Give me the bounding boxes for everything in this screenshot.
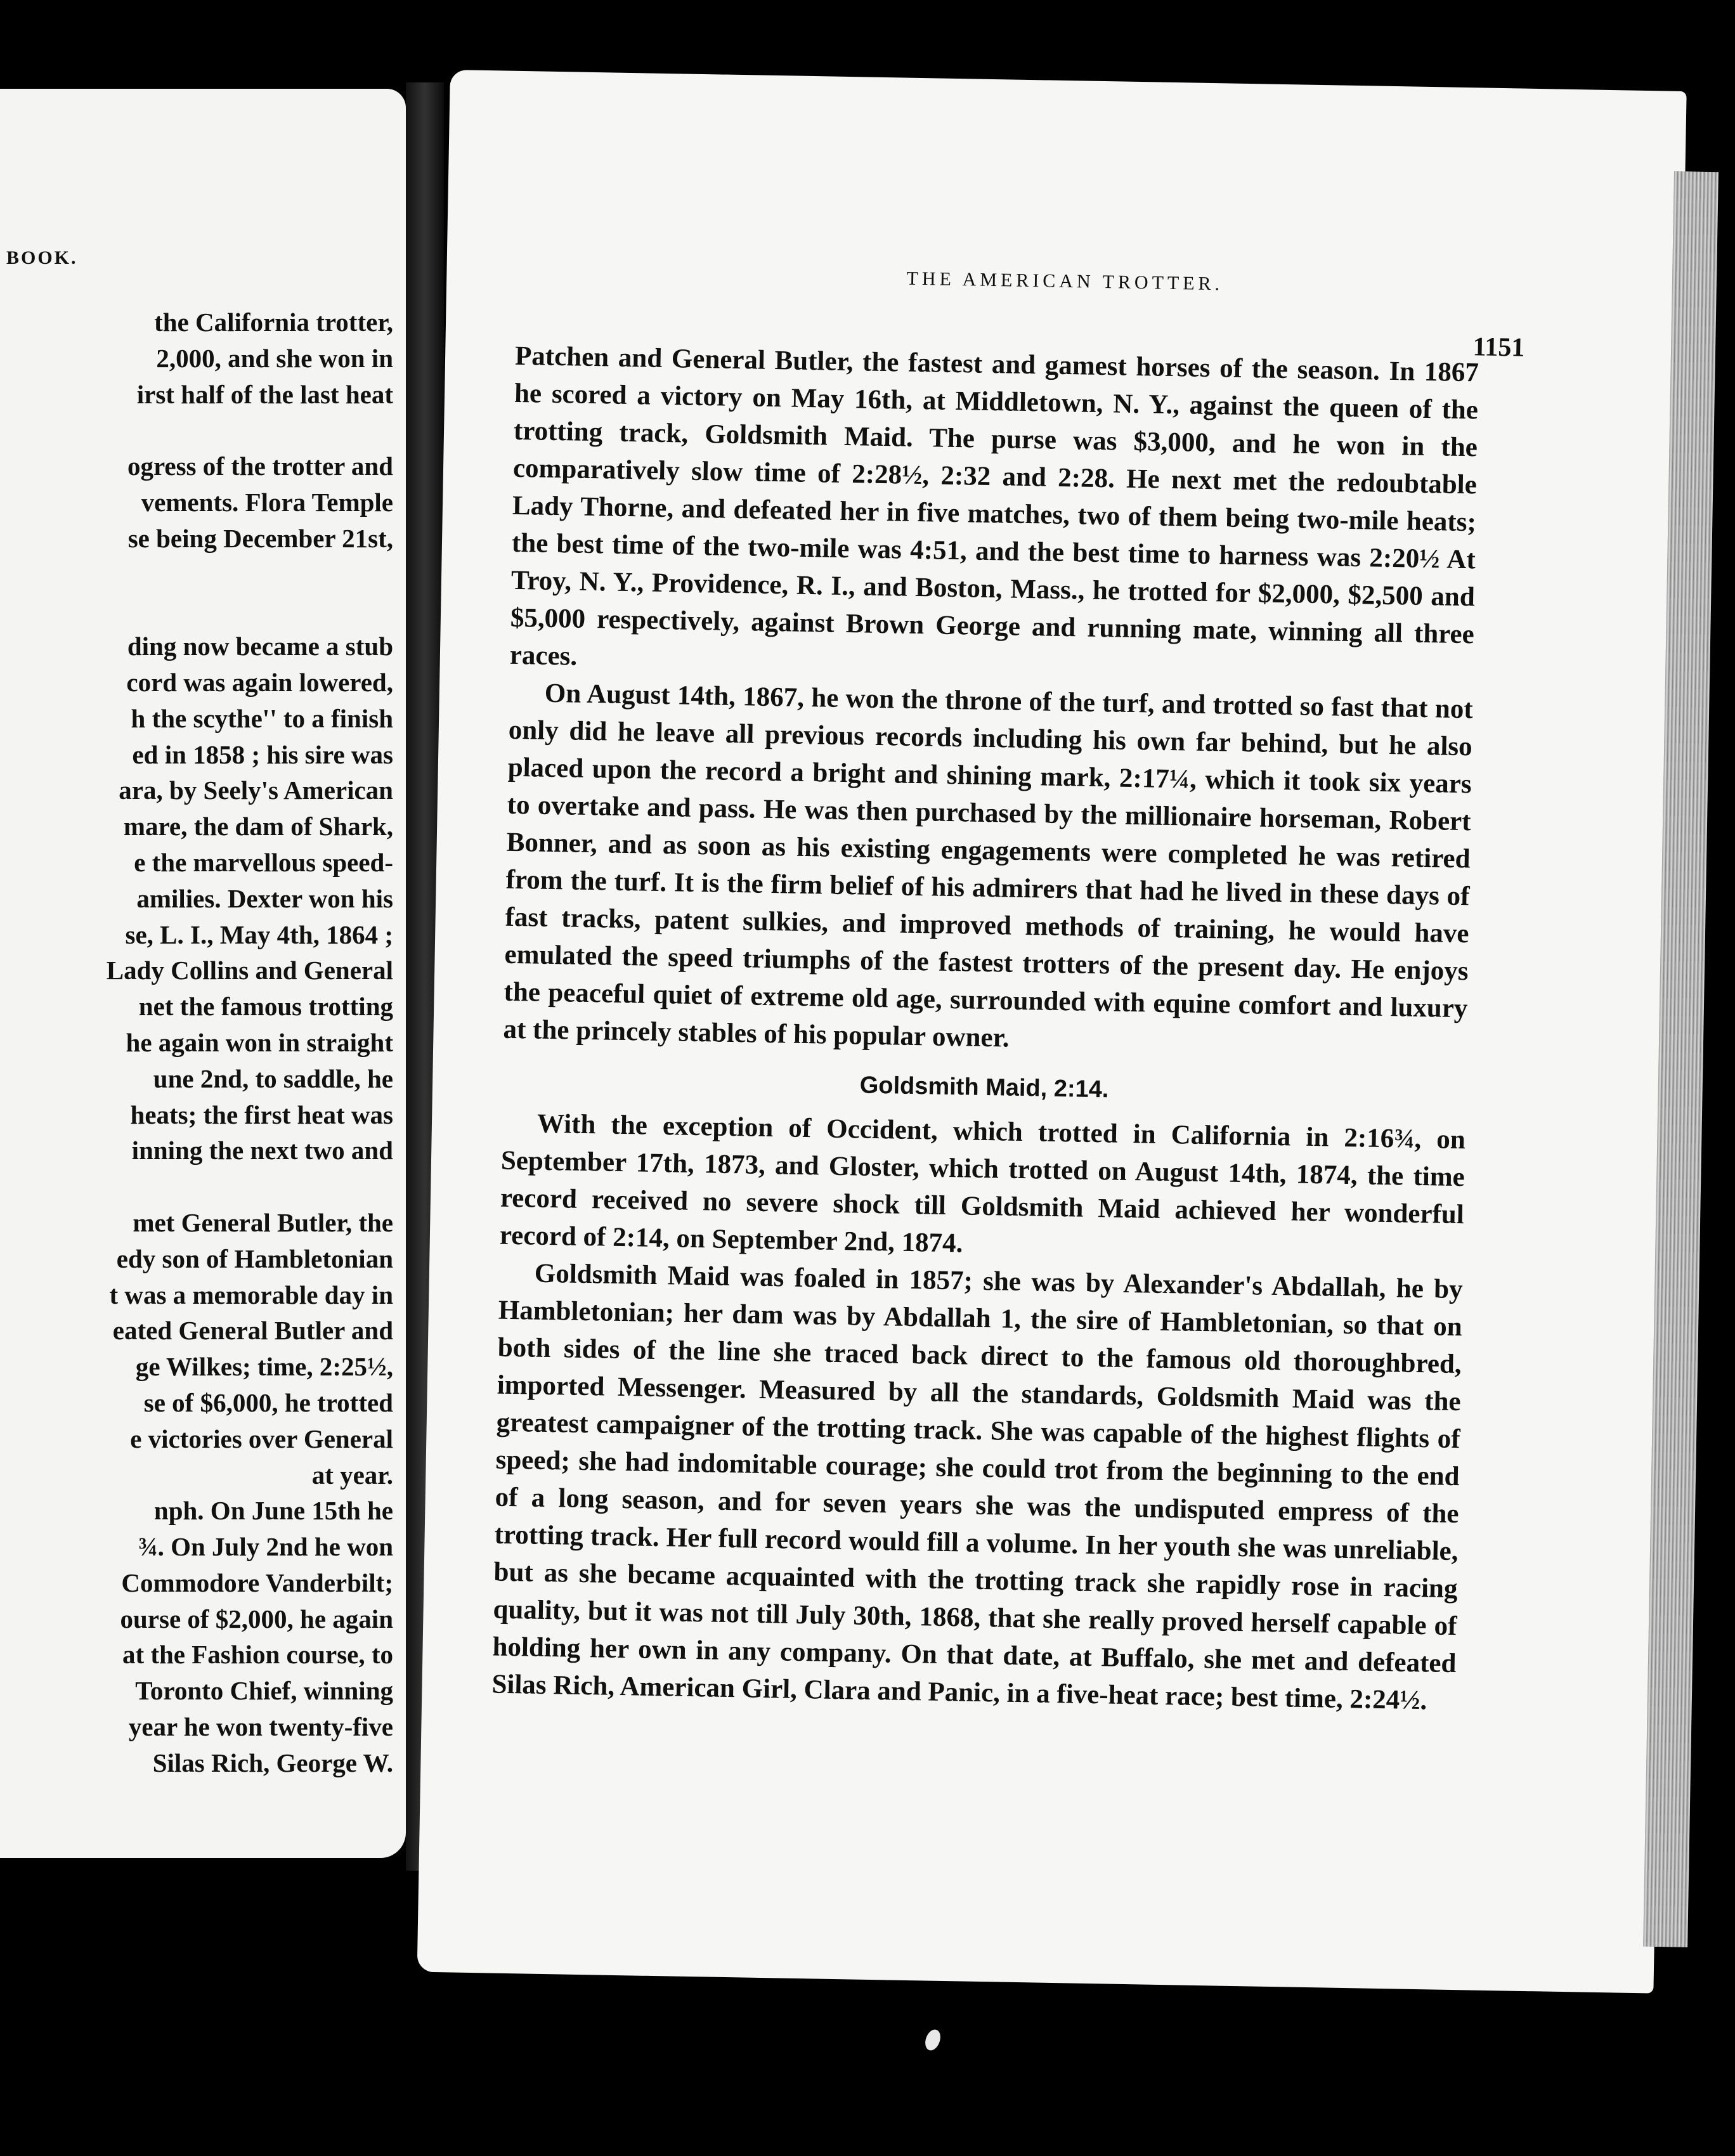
page-content [491, 337, 1479, 1720]
left-page-line: Silas Rich, George W. [152, 1748, 393, 1777]
left-page-line: ding now became a stub [127, 632, 393, 661]
left-page-line: Commodore Vanderbilt; [121, 1568, 393, 1597]
left-page-line: eated General Butler and [112, 1316, 393, 1346]
left-page-line: se being December 21st, [127, 523, 393, 553]
left-page-line: t was a memorable day in [109, 1280, 393, 1309]
left-page-line: nph. On June 15th he [153, 1496, 393, 1526]
left-page-line [0, 557, 393, 593]
left-page-line [0, 1169, 393, 1205]
left-page-line: heats; the first heat was [130, 1100, 393, 1129]
paragraph-2: On August 14th, 1867, he won the throne of the turf, and trotted so fast that not only did he leave all previous records including his own far behind, but he also placed upon the record a bright and shining mark, 2:17¼, which it took six years to overtake and pass. He was then purchased by the millionaire horseman, Robert Bonner, and as soon as his existing engagements were completed he was retired from the turf. It is the firm belief of his admirers that had he lived in these days of fast tracks, patent sulkies, and improved methods of training, he would have emulated the speed triumphs of the fastest trotters of the present day. He enjoys the peaceful quiet of extreme old age, surrounded with equine comfort and luxury at the princely stables of his popular owner. [503, 678, 1474, 1053]
paper-speck [923, 2027, 943, 2052]
left-running-head: BOOK. [6, 247, 78, 268]
left-page-line: irst half of the last heat [136, 379, 393, 409]
left-page-line: year he won twenty-five [128, 1712, 393, 1742]
left-page-line: ed in 1858 ; his sire was [132, 739, 393, 769]
left-page-line: ge Wilkes; time, 2:25½, [135, 1352, 393, 1382]
left-page-line [0, 592, 393, 628]
left-page-line: amilies. Dexter won his [136, 883, 393, 913]
running-head: THE AMERICAN TROTTER. [906, 268, 1224, 295]
left-page-line: met General Butler, the [133, 1207, 393, 1237]
left-page-line: ogress of the trotter and [127, 451, 393, 481]
left-page-line: edy son of Hambletonian [116, 1244, 393, 1273]
left-page-line: net the famous trotting [138, 992, 393, 1022]
left-page-line: inning the next two and [131, 1136, 393, 1166]
right-page [417, 70, 1687, 1994]
left-page-line: Toronto Chief, winning [135, 1676, 393, 1706]
left-page-line: se, L. I., May 4th, 1864 ; [125, 919, 393, 949]
left-page-line: Lady Collins and General [106, 956, 393, 985]
left-page-line: e victories over General [130, 1424, 393, 1453]
left-page-line: at year. [311, 1460, 393, 1490]
left-page [0, 89, 406, 1858]
left-page-line: e the marvellous speed- [134, 847, 393, 877]
left-page-text [0, 304, 393, 1781]
left-page-line: 2,000, and she won in [156, 343, 393, 373]
left-page-line: at the Fashion course, to [122, 1640, 393, 1670]
left-page-line: he again won in straight [126, 1027, 393, 1057]
left-page-line: h the scythe'' to a finish [131, 703, 393, 733]
left-page-line: vements. Flora Temple [141, 487, 393, 517]
section-heading: Goldsmith Maid, 2:14. [859, 1072, 1109, 1103]
left-page-line: cord was again lowered, [126, 667, 393, 697]
left-page-line [0, 412, 393, 448]
left-page-line: the California trotter, [154, 308, 393, 337]
paragraph-1: Patchen and General Butler, the fastest and gamest horses of the season. In 1867 he scored a victory on May 16th, at Middletown, N. Y., against the queen of the trotting track, Goldsmith Maid. The purse was $3,000, and he won in the comparatively slow time of 2:28½, 2:32 and 2:28. He next met the redoubtable Lady Thorne, and defeated her in five matches, two of them being two-mile heats; the best time of the two-mile was 4:51, and the best time to harness was 2:20½ At Troy, N. Y., Providence, R. I., and Boston, Mass., he trotted for $2,000, $2,500 and $5,000 respectively, against Brown George and running mate, winning all three races. [509, 341, 1479, 672]
left-page-line: ourse of $2,000, he again [120, 1604, 393, 1633]
left-page-line: ¾. On July 2nd he won [138, 1532, 393, 1562]
left-page-line: mare, the dam of Shark, [123, 812, 393, 841]
paragraph-4: Goldsmith Maid was foaled in 1857; she was by Alexander's Abdallah, he by Hambletonian; her dam was by Abdallah 1, the sire of Hambletonian, so that on both sides of the line she traced back direct to the famous old thoroughbred, imported Messenger. Measured by all the standards, Goldsmith Maid was the greatest campaigner of the trotting track. She was capable of the highest flights of speed; she had indomitable courage; she could trot from the beginning to the end of a long season, and for seven years she was the undisputed empress of the trotting track. Her full record would fill a volume. In her youth she was unreliable, but as she became acquainted with the trotting track she rapidly rose in racing quality, but it was not till July 30th, 1868, that she really proved herself capable of holding her own in any company. On that date, at Buffalo, she met and defeated Silas Rich, American Girl, Clara and Panic, in a five-heat race; best time, 2:24½. [491, 1258, 1464, 1716]
left-page-line: ara, by Seely's American [119, 776, 393, 805]
left-page-line: une 2nd, to saddle, he [153, 1063, 393, 1093]
paragraph-3: With the exception of Occident, which trotted in California in 2:16¾, on September 17th, 1873, and Gloster, which trotted on August 14th, 1874, the time record received no severe shock till Goldsmith Maid achieved her wonderful record of 2:14, on September 2nd, 1874. [499, 1108, 1466, 1259]
page-number: 1151 [1472, 332, 1525, 363]
left-page-line: se of $6,000, he trotted [143, 1387, 393, 1417]
